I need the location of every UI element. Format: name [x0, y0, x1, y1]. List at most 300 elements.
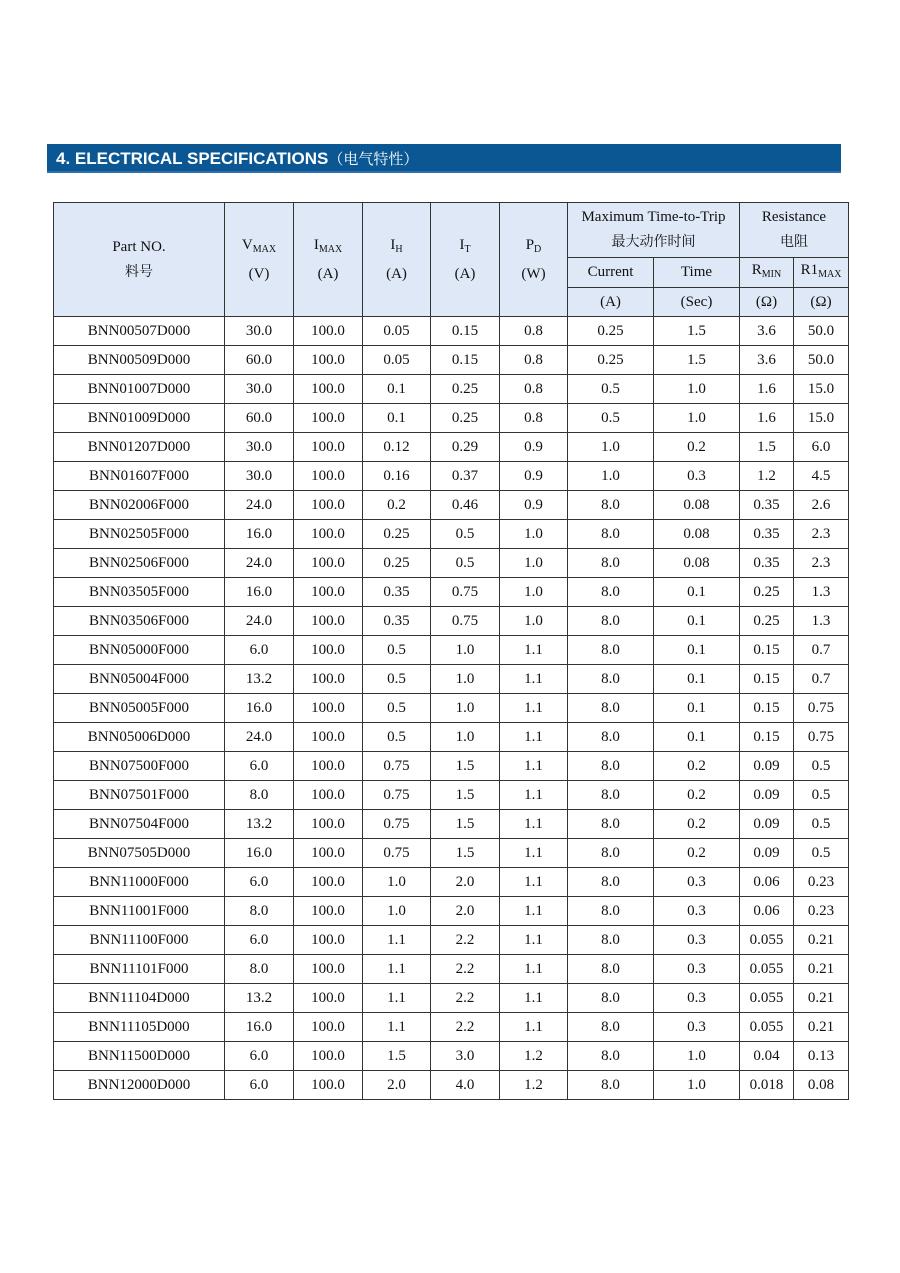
cell-imax: 100.0	[294, 694, 363, 723]
cell-imax: 100.0	[294, 868, 363, 897]
cell-it: 0.29	[431, 433, 500, 462]
part-no-label-cn: 料号	[125, 263, 153, 280]
cell-imax: 100.0	[294, 578, 363, 607]
col-group-resistance	[740, 203, 849, 258]
cell-r1max: 0.23	[794, 868, 849, 897]
electrical-specifications-table	[53, 202, 849, 1100]
cell-rmin: 0.04	[740, 1042, 794, 1071]
cell-pd: 1.1	[500, 868, 568, 897]
table-row	[54, 404, 849, 433]
cell-rmin: 0.25	[740, 607, 794, 636]
cell-pd: 1.1	[500, 723, 568, 752]
cell-r1max: 0.7	[794, 636, 849, 665]
cell-vmax: 24.0	[225, 549, 294, 578]
vmax-unit: (V)	[248, 265, 270, 282]
cell-r1max: 0.08	[794, 1071, 849, 1100]
cell-ih: 1.1	[363, 1013, 431, 1042]
r1max-unit: (Ω)	[794, 288, 849, 317]
cell-it: 2.2	[431, 955, 500, 984]
cell-part-no: BNN01607F000	[54, 462, 225, 491]
trip-current-unit: (A)	[568, 288, 654, 317]
cell-imax: 100.0	[294, 636, 363, 665]
cell-part-no: BNN02506F000	[54, 549, 225, 578]
cell-ih: 0.5	[363, 665, 431, 694]
imax-symbol: $I_{MAX}$	[313, 236, 343, 255]
table-header	[54, 203, 849, 317]
cell-it: 2.2	[431, 984, 500, 1013]
cell-trip-current: 8.0	[568, 810, 654, 839]
cell-imax: 100.0	[294, 549, 363, 578]
table-row	[54, 1013, 849, 1042]
cell-imax: 100.0	[294, 752, 363, 781]
cell-imax: 100.0	[294, 404, 363, 433]
cell-r1max: 0.75	[794, 723, 849, 752]
cell-pd: 0.9	[500, 433, 568, 462]
cell-imax: 100.0	[294, 491, 363, 520]
cell-imax: 100.0	[294, 375, 363, 404]
cell-r1max: 50.0	[794, 346, 849, 375]
trip-group-label-cn: 最大动作时间	[611, 234, 696, 250]
cell-vmax: 13.2	[225, 665, 294, 694]
cell-trip-current: 8.0	[568, 781, 654, 810]
cell-ih: 2.0	[363, 1071, 431, 1100]
cell-trip-time: 0.1	[654, 665, 740, 694]
cell-pd: 1.1	[500, 636, 568, 665]
cell-vmax: 60.0	[225, 346, 294, 375]
table-row	[54, 781, 849, 810]
table-row	[54, 491, 849, 520]
cell-vmax: 30.0	[225, 462, 294, 491]
cell-ih: 0.12	[363, 433, 431, 462]
cell-trip-time: 0.3	[654, 897, 740, 926]
cell-r1max: 0.5	[794, 810, 849, 839]
cell-pd: 1.0	[500, 549, 568, 578]
cell-ih: 0.16	[363, 462, 431, 491]
cell-rmin: 0.35	[740, 549, 794, 578]
cell-part-no: BNN07501F000	[54, 781, 225, 810]
cell-it: 0.37	[431, 462, 500, 491]
cell-trip-current: 1.0	[568, 462, 654, 491]
cell-ih: 0.1	[363, 375, 431, 404]
cell-rmin: 0.15	[740, 723, 794, 752]
cell-trip-time: 0.2	[654, 781, 740, 810]
cell-trip-time: 0.2	[654, 839, 740, 868]
cell-r1max: 2.6	[794, 491, 849, 520]
cell-imax: 100.0	[294, 781, 363, 810]
cell-vmax: 13.2	[225, 984, 294, 1013]
cell-trip-current: 8.0	[568, 665, 654, 694]
cell-part-no: BNN11500D000	[54, 1042, 225, 1071]
table-row	[54, 636, 849, 665]
cell-ih: 0.05	[363, 346, 431, 375]
cell-vmax: 24.0	[225, 723, 294, 752]
cell-part-no: BNN03505F000	[54, 578, 225, 607]
cell-trip-current: 8.0	[568, 578, 654, 607]
cell-trip-time: 0.08	[654, 549, 740, 578]
cell-imax: 100.0	[294, 1042, 363, 1071]
cell-part-no: BNN02505F000	[54, 520, 225, 549]
table-row	[54, 984, 849, 1013]
cell-trip-current: 0.5	[568, 404, 654, 433]
cell-rmin: 0.055	[740, 1013, 794, 1042]
col-part-no	[54, 203, 225, 317]
cell-part-no: BNN05006D000	[54, 723, 225, 752]
cell-pd: 0.9	[500, 462, 568, 491]
cell-rmin: 1.6	[740, 375, 794, 404]
cell-trip-time: 0.3	[654, 984, 740, 1013]
cell-part-no: BNN01009D000	[54, 404, 225, 433]
cell-it: 1.5	[431, 781, 500, 810]
cell-vmax: 8.0	[225, 955, 294, 984]
cell-ih: 0.25	[363, 520, 431, 549]
cell-r1max: 0.23	[794, 897, 849, 926]
section-title	[56, 149, 418, 169]
cell-trip-time: 1.5	[654, 346, 740, 375]
cell-ih: 0.35	[363, 607, 431, 636]
cell-vmax: 6.0	[225, 868, 294, 897]
cell-trip-time: 0.2	[654, 810, 740, 839]
table-row	[54, 375, 849, 404]
cell-trip-current: 8.0	[568, 694, 654, 723]
cell-rmin: 0.09	[740, 839, 794, 868]
cell-part-no: BNN12000D000	[54, 1071, 225, 1100]
cell-part-no: BNN11100F000	[54, 926, 225, 955]
cell-trip-current: 8.0	[568, 636, 654, 665]
cell-it: 1.0	[431, 636, 500, 665]
cell-trip-current: 8.0	[568, 955, 654, 984]
col-it	[431, 203, 500, 317]
col-vmax	[225, 203, 294, 317]
cell-trip-time: 0.3	[654, 955, 740, 984]
cell-vmax: 30.0	[225, 317, 294, 346]
cell-trip-time: 0.3	[654, 868, 740, 897]
cell-part-no: BNN07504F000	[54, 810, 225, 839]
cell-it: 2.2	[431, 926, 500, 955]
cell-it: 1.0	[431, 694, 500, 723]
table-row	[54, 462, 849, 491]
cell-rmin: 0.06	[740, 868, 794, 897]
cell-pd: 1.1	[500, 752, 568, 781]
col-rmin: $R_{MIN}$	[740, 258, 794, 288]
cell-trip-time: 0.3	[654, 462, 740, 491]
cell-trip-current: 8.0	[568, 723, 654, 752]
cell-it: 0.46	[431, 491, 500, 520]
cell-trip-current: 8.0	[568, 491, 654, 520]
cell-rmin: 3.6	[740, 346, 794, 375]
section-title-cn: （电气特性）	[328, 150, 419, 168]
cell-trip-time: 0.1	[654, 694, 740, 723]
cell-trip-current: 8.0	[568, 752, 654, 781]
col-trip-time: Time	[654, 258, 740, 288]
table-row	[54, 723, 849, 752]
cell-pd: 1.1	[500, 839, 568, 868]
it-unit: (A)	[454, 265, 476, 282]
cell-ih: 1.5	[363, 1042, 431, 1071]
cell-pd: 1.0	[500, 607, 568, 636]
cell-ih: 1.1	[363, 955, 431, 984]
cell-rmin: 0.09	[740, 810, 794, 839]
cell-imax: 100.0	[294, 317, 363, 346]
table-row	[54, 317, 849, 346]
cell-trip-time: 1.0	[654, 1071, 740, 1100]
cell-imax: 100.0	[294, 520, 363, 549]
table-row	[54, 607, 849, 636]
cell-vmax: 6.0	[225, 926, 294, 955]
cell-rmin: 0.09	[740, 752, 794, 781]
table-row	[54, 694, 849, 723]
table-row	[54, 433, 849, 462]
cell-vmax: 13.2	[225, 810, 294, 839]
cell-trip-time: 1.0	[654, 375, 740, 404]
cell-pd: 1.1	[500, 665, 568, 694]
cell-part-no: BNN07500F000	[54, 752, 225, 781]
cell-rmin: 0.35	[740, 491, 794, 520]
imax-unit: (A)	[317, 265, 339, 282]
cell-part-no: BNN05005F000	[54, 694, 225, 723]
cell-trip-current: 8.0	[568, 1013, 654, 1042]
cell-it: 4.0	[431, 1071, 500, 1100]
cell-trip-current: 0.25	[568, 317, 654, 346]
resistance-group-label-cn: 电阻	[780, 234, 808, 250]
col-r1max: $R1_{MAX}$	[794, 258, 849, 288]
cell-rmin: 0.055	[740, 984, 794, 1013]
cell-vmax: 6.0	[225, 1042, 294, 1071]
table-row	[54, 665, 849, 694]
cell-ih: 0.75	[363, 752, 431, 781]
cell-trip-current: 8.0	[568, 520, 654, 549]
cell-vmax: 8.0	[225, 781, 294, 810]
cell-vmax: 16.0	[225, 1013, 294, 1042]
cell-r1max: 2.3	[794, 520, 849, 549]
cell-imax: 100.0	[294, 433, 363, 462]
trip-time-unit: (Sec)	[654, 288, 740, 317]
cell-trip-time: 1.5	[654, 317, 740, 346]
it-symbol: $I_T$	[459, 236, 471, 255]
cell-pd: 1.1	[500, 955, 568, 984]
cell-it: 0.15	[431, 346, 500, 375]
cell-imax: 100.0	[294, 665, 363, 694]
cell-pd: 0.8	[500, 346, 568, 375]
cell-rmin: 0.15	[740, 636, 794, 665]
cell-trip-time: 0.3	[654, 1013, 740, 1042]
cell-rmin: 0.018	[740, 1071, 794, 1100]
cell-pd: 1.2	[500, 1071, 568, 1100]
cell-ih: 1.1	[363, 984, 431, 1013]
cell-trip-time: 0.1	[654, 723, 740, 752]
cell-imax: 100.0	[294, 897, 363, 926]
cell-it: 0.5	[431, 520, 500, 549]
cell-it: 2.2	[431, 1013, 500, 1042]
cell-part-no: BNN00507D000	[54, 317, 225, 346]
table-row	[54, 346, 849, 375]
cell-trip-current: 8.0	[568, 897, 654, 926]
cell-imax: 100.0	[294, 462, 363, 491]
section-header-bar	[47, 144, 841, 173]
cell-it: 1.5	[431, 752, 500, 781]
col-imax	[294, 203, 363, 317]
cell-trip-current: 8.0	[568, 1071, 654, 1100]
cell-trip-current: 8.0	[568, 926, 654, 955]
cell-r1max: 0.5	[794, 752, 849, 781]
cell-vmax: 6.0	[225, 1071, 294, 1100]
cell-pd: 1.1	[500, 984, 568, 1013]
cell-ih: 0.75	[363, 810, 431, 839]
cell-r1max: 15.0	[794, 404, 849, 433]
trip-group-label: Maximum Time-to-Trip	[581, 209, 726, 225]
cell-trip-time: 0.3	[654, 926, 740, 955]
cell-r1max: 0.21	[794, 1013, 849, 1042]
cell-it: 3.0	[431, 1042, 500, 1071]
col-group-trip	[568, 203, 740, 258]
cell-trip-time: 0.08	[654, 520, 740, 549]
cell-part-no: BNN03506F000	[54, 607, 225, 636]
cell-r1max: 0.21	[794, 926, 849, 955]
cell-imax: 100.0	[294, 810, 363, 839]
cell-rmin: 0.055	[740, 955, 794, 984]
cell-pd: 0.9	[500, 491, 568, 520]
cell-vmax: 16.0	[225, 520, 294, 549]
table-row	[54, 810, 849, 839]
vmax-symbol: $V_{MAX}$	[241, 236, 277, 255]
cell-trip-current: 8.0	[568, 1042, 654, 1071]
cell-r1max: 0.21	[794, 984, 849, 1013]
part-no-label: Part NO.	[112, 238, 166, 255]
cell-ih: 0.5	[363, 723, 431, 752]
cell-ih: 0.1	[363, 404, 431, 433]
cell-it: 0.5	[431, 549, 500, 578]
cell-part-no: BNN07505D000	[54, 839, 225, 868]
table-row	[54, 955, 849, 984]
cell-part-no: BNN00509D000	[54, 346, 225, 375]
cell-vmax: 30.0	[225, 433, 294, 462]
cell-part-no: BNN11001F000	[54, 897, 225, 926]
cell-trip-time: 1.0	[654, 1042, 740, 1071]
cell-r1max: 0.75	[794, 694, 849, 723]
cell-it: 1.0	[431, 723, 500, 752]
cell-ih: 0.75	[363, 839, 431, 868]
cell-vmax: 30.0	[225, 375, 294, 404]
cell-rmin: 0.06	[740, 897, 794, 926]
cell-vmax: 24.0	[225, 607, 294, 636]
cell-ih: 1.0	[363, 868, 431, 897]
cell-ih: 0.5	[363, 694, 431, 723]
cell-r1max: 15.0	[794, 375, 849, 404]
cell-imax: 100.0	[294, 346, 363, 375]
cell-imax: 100.0	[294, 839, 363, 868]
cell-rmin: 0.055	[740, 926, 794, 955]
cell-ih: 0.5	[363, 636, 431, 665]
cell-r1max: 4.5	[794, 462, 849, 491]
table-row	[54, 839, 849, 868]
ih-unit: (A)	[386, 265, 407, 282]
cell-pd: 1.0	[500, 578, 568, 607]
cell-vmax: 16.0	[225, 694, 294, 723]
table-row	[54, 1042, 849, 1071]
cell-rmin: 0.35	[740, 520, 794, 549]
header-row-1	[54, 203, 849, 258]
cell-vmax: 6.0	[225, 752, 294, 781]
cell-it: 0.25	[431, 404, 500, 433]
cell-it: 1.5	[431, 839, 500, 868]
cell-ih: 0.05	[363, 317, 431, 346]
cell-part-no: BNN02006F000	[54, 491, 225, 520]
cell-ih: 0.35	[363, 578, 431, 607]
cell-pd: 1.1	[500, 694, 568, 723]
cell-pd: 0.8	[500, 317, 568, 346]
cell-pd: 1.0	[500, 520, 568, 549]
cell-r1max: 1.3	[794, 578, 849, 607]
cell-r1max: 6.0	[794, 433, 849, 462]
cell-it: 0.75	[431, 578, 500, 607]
cell-trip-time: 0.1	[654, 636, 740, 665]
table-row	[54, 868, 849, 897]
cell-trip-time: 0.2	[654, 752, 740, 781]
cell-part-no: BNN01207D000	[54, 433, 225, 462]
cell-part-no: BNN11101F000	[54, 955, 225, 984]
cell-vmax: 60.0	[225, 404, 294, 433]
cell-rmin: 1.6	[740, 404, 794, 433]
cell-imax: 100.0	[294, 955, 363, 984]
cell-trip-current: 0.25	[568, 346, 654, 375]
cell-trip-time: 1.0	[654, 404, 740, 433]
section-title-en: 4. ELECTRICAL SPECIFICATIONS	[56, 149, 329, 168]
cell-part-no: BNN11104D000	[54, 984, 225, 1013]
cell-trip-time: 0.08	[654, 491, 740, 520]
cell-rmin: 0.09	[740, 781, 794, 810]
table-row	[54, 578, 849, 607]
cell-ih: 0.2	[363, 491, 431, 520]
table-row	[54, 549, 849, 578]
cell-ih: 1.1	[363, 926, 431, 955]
cell-it: 2.0	[431, 897, 500, 926]
col-pd	[500, 203, 568, 317]
table-row	[54, 1071, 849, 1100]
cell-part-no: BNN11000F000	[54, 868, 225, 897]
cell-imax: 100.0	[294, 984, 363, 1013]
cell-pd: 1.1	[500, 810, 568, 839]
resistance-group-label: Resistance	[761, 209, 827, 225]
cell-part-no: BNN05004F000	[54, 665, 225, 694]
table-row	[54, 897, 849, 926]
cell-trip-current: 0.5	[568, 375, 654, 404]
cell-trip-current: 8.0	[568, 607, 654, 636]
cell-imax: 100.0	[294, 1071, 363, 1100]
cell-rmin: 1.5	[740, 433, 794, 462]
cell-trip-current: 8.0	[568, 839, 654, 868]
cell-vmax: 16.0	[225, 839, 294, 868]
cell-trip-current: 8.0	[568, 549, 654, 578]
cell-rmin: 0.15	[740, 665, 794, 694]
cell-ih: 1.0	[363, 897, 431, 926]
cell-pd: 1.1	[500, 926, 568, 955]
table-row	[54, 752, 849, 781]
cell-rmin: 3.6	[740, 317, 794, 346]
cell-r1max: 2.3	[794, 549, 849, 578]
ih-symbol: $I_H$	[390, 236, 403, 255]
cell-trip-time: 0.1	[654, 607, 740, 636]
cell-vmax: 6.0	[225, 636, 294, 665]
rmin-unit: (Ω)	[740, 288, 794, 317]
cell-pd: 0.8	[500, 404, 568, 433]
cell-r1max: 0.5	[794, 781, 849, 810]
cell-part-no: BNN05000F000	[54, 636, 225, 665]
cell-trip-time: 0.2	[654, 433, 740, 462]
cell-it: 0.75	[431, 607, 500, 636]
cell-it: 1.0	[431, 665, 500, 694]
pd-unit: (W)	[521, 265, 546, 282]
cell-ih: 0.75	[363, 781, 431, 810]
cell-r1max: 1.3	[794, 607, 849, 636]
